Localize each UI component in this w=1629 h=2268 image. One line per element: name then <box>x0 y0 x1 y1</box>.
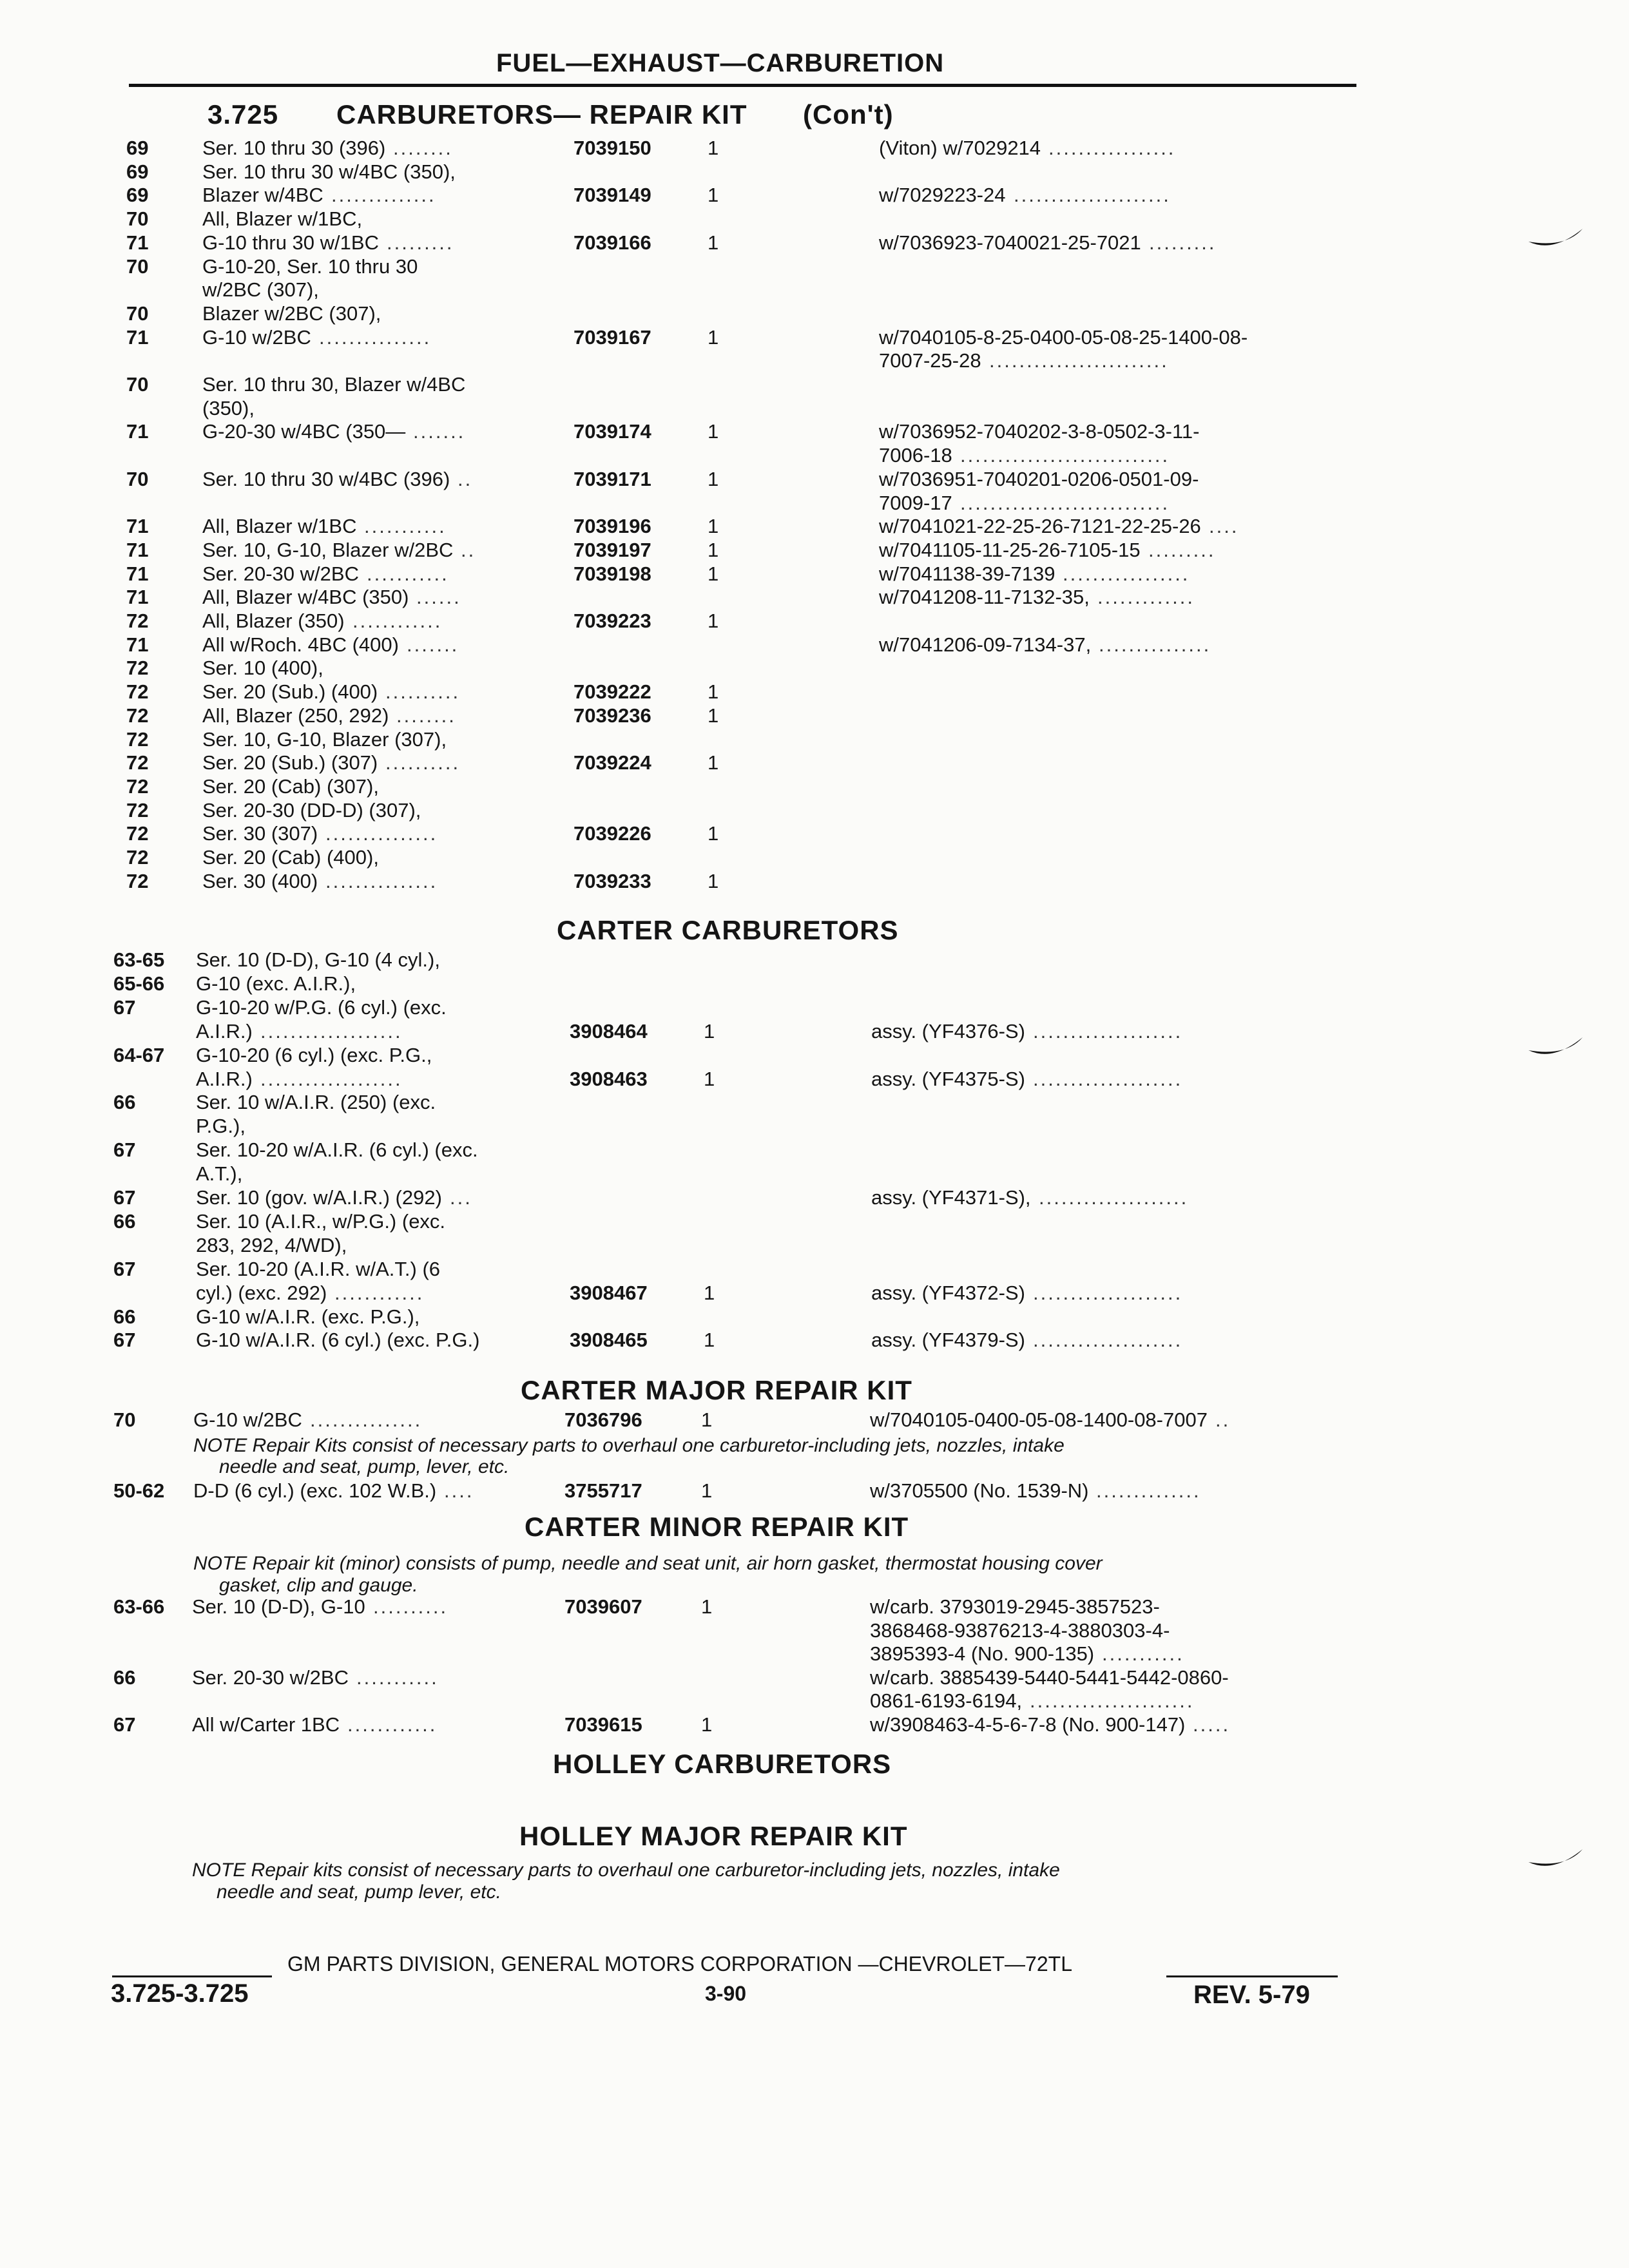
year-cell: 72 <box>126 822 149 845</box>
header-rule <box>129 84 1356 87</box>
leader-dots: ................. <box>1063 562 1190 585</box>
year-cell: 66 <box>113 1666 136 1689</box>
leader-dots: .................... <box>1039 1186 1189 1209</box>
year-cell: 71 <box>126 586 149 609</box>
description-cell: Ser. 20 (Sub.) (307) <box>202 751 378 774</box>
holley-carburetors-heading: HOLLEY CARBURETORS <box>553 1749 892 1779</box>
description-cell: All, Blazer w/4BC (350) <box>202 586 409 609</box>
notes-cell: w/carb. 3793019-2945-3857523- <box>870 1595 1160 1618</box>
leader-dots: .. <box>1215 1408 1231 1431</box>
quantity-cell: 1 <box>708 184 719 207</box>
part-number-cell: 3908463 <box>570 1067 648 1090</box>
binding-mark <box>1527 1031 1585 1063</box>
quantity-cell: 1 <box>701 1713 713 1736</box>
leader-dots: ........... <box>356 1666 439 1689</box>
holley-major-note-1: NOTE Repair kits consist of necessary parts to overhaul one carburetor-including jets, nozzles, intake <box>192 1860 1060 1881</box>
quantity-cell: 1 <box>708 515 719 538</box>
year-cell: 71 <box>126 325 149 349</box>
year-cell: 72 <box>126 798 149 822</box>
leader-dots: .. <box>461 538 476 561</box>
description-cell: Ser. 10 thru 30 (396) <box>202 137 386 159</box>
year-cell: 72 <box>126 610 149 632</box>
part-number-cell: 7039236 <box>574 704 651 727</box>
quantity-cell: 1 <box>708 610 719 632</box>
carter-minor-heading: CARTER MINOR REPAIR KIT <box>525 1512 909 1542</box>
part-number-cell: 7039223 <box>574 610 651 632</box>
notes-cell: assy. (YF4376-S) <box>871 1019 1025 1043</box>
description-cell: Ser. 10 (400), <box>202 657 323 680</box>
description-cell: Ser. 20-30 w/2BC <box>192 1666 349 1689</box>
part-number-cell: 7039607 <box>564 1595 642 1618</box>
part-number-cell: 7039174 <box>574 420 651 443</box>
description-cell: Ser. 20 (Cab) (400), <box>202 846 379 869</box>
part-number-cell: 3908467 <box>570 1281 648 1304</box>
description-cell: All, Blazer (350) <box>202 610 345 632</box>
year-cell: 69 <box>126 184 149 207</box>
notes-cell: w/7040105-8-25-0400-05-08-25-1400-08- <box>879 325 1248 349</box>
description-cell: G-10-20 (6 cyl.) (exc. P.G., <box>196 1043 432 1066</box>
notes-cell: w/7036923-7040021-25-7021 <box>879 231 1141 254</box>
footer-rule-right <box>1166 1975 1338 1977</box>
footer-revision: REV. 5-79 <box>1193 1981 1310 2009</box>
description-cell: G-10 w/A.I.R. (6 cyl.) (exc. P.G.) <box>196 1329 480 1352</box>
notes-cell: assy. (YF4379-S) <box>871 1329 1025 1352</box>
description-cell: Ser. 10 thru 30 w/4BC (350), <box>202 160 456 183</box>
year-cell: 70 <box>113 1408 136 1431</box>
leader-dots: ........... <box>367 562 449 585</box>
year-cell: 64-67 <box>113 1043 165 1066</box>
year-cell: 72 <box>126 846 149 869</box>
leader-dots: ........... <box>364 515 447 538</box>
part-number-cell: 7039166 <box>574 231 651 254</box>
description-cell: w/2BC (307), <box>202 278 319 302</box>
description-cell: All, Blazer (250, 292) <box>202 704 389 727</box>
leader-dots: ...... <box>416 586 461 609</box>
description-cell: All w/Roch. 4BC (400) <box>202 633 399 656</box>
leader-dots: ........ <box>393 137 453 159</box>
leader-dots: ............... <box>319 325 432 349</box>
notes-cell: w/7041206-09-7134-37, <box>879 633 1092 656</box>
year-cell: 66 <box>113 1209 136 1233</box>
notes-cell: w/3908463-4-5-6-7-8 (No. 900-147) <box>870 1713 1186 1736</box>
year-cell: 70 <box>126 373 149 396</box>
description-cell: G-20-30 w/4BC (350— <box>202 420 406 443</box>
description-cell: Ser. 10 thru 30 w/4BC (396) <box>202 467 450 490</box>
description-cell: 283, 292, 4/WD), <box>196 1233 347 1256</box>
part-number-cell: 7039197 <box>574 538 651 561</box>
description-cell: A.I.R.) <box>196 1067 253 1090</box>
year-cell: 72 <box>126 774 149 798</box>
description-cell: Ser. 10 (D-D), G-10 (4 cyl.), <box>196 948 440 971</box>
leader-dots: ................... <box>260 1067 403 1090</box>
description-cell: G-10 w/A.I.R. (exc. P.G.), <box>196 1305 420 1328</box>
description-cell: D-D (6 cyl.) (exc. 102 W.B.) <box>193 1479 437 1502</box>
description-cell: A.I.R.) <box>196 1019 253 1043</box>
description-cell: Blazer w/4BC <box>202 184 323 207</box>
page-title: FUEL—EXHAUST—CARBURETION <box>496 49 945 77</box>
leader-dots: ........ <box>396 704 456 727</box>
leader-dots: ......... <box>1148 538 1216 561</box>
description-cell: Ser. 10 thru 30, Blazer w/4BC <box>202 373 466 396</box>
section-continued: (Con't) <box>803 99 894 130</box>
year-cell: 63-65 <box>113 948 165 971</box>
year-cell: 67 <box>113 1257 136 1280</box>
leader-dots: ..................... <box>1014 184 1171 207</box>
description-cell: Blazer w/2BC (307), <box>202 302 381 325</box>
year-cell: 71 <box>126 633 149 656</box>
quantity-cell: 1 <box>704 1019 715 1043</box>
holley-major-note-2: needle and seat, pump lever, etc. <box>217 1881 501 1903</box>
description-cell: G-10-20, Ser. 10 thru 30 <box>202 255 418 278</box>
notes-cell: w/7041208-11-7132-35, <box>879 586 1090 609</box>
part-number-cell: 7039196 <box>574 515 651 538</box>
year-cell: 72 <box>126 704 149 727</box>
quantity-cell: 1 <box>708 231 719 254</box>
year-cell: 66 <box>113 1305 136 1328</box>
section-number: 3.725 <box>207 99 279 130</box>
notes-cell: 3868468-93876213-4-3880303-4- <box>870 1619 1170 1642</box>
binding-mark <box>1527 222 1585 255</box>
quantity-cell: 1 <box>701 1479 713 1502</box>
year-cell: 72 <box>126 869 149 892</box>
description-cell: G-10 w/2BC <box>202 325 311 349</box>
notes-cell: 7007-25-28 <box>879 349 981 372</box>
year-cell: 69 <box>126 137 149 159</box>
description-cell: Ser. 10-20 w/A.I.R. (6 cyl.) (exc. <box>196 1139 478 1162</box>
notes-cell: 0861-6193-6194, <box>870 1689 1023 1712</box>
notes-cell: w/7041138-39-7139 <box>879 562 1055 585</box>
year-cell: 66 <box>113 1091 136 1114</box>
leader-dots: .................... <box>1033 1329 1183 1352</box>
description-cell: (350), <box>202 396 255 419</box>
year-cell: 70 <box>126 207 149 231</box>
notes-cell: assy. (YF4371-S), <box>871 1186 1031 1209</box>
leader-dots: ........... <box>1102 1642 1184 1665</box>
description-cell: Ser. 10, G-10, Blazer (307), <box>202 727 447 751</box>
leader-dots: ......... <box>387 231 454 254</box>
quantity-cell: 1 <box>708 467 719 490</box>
notes-cell: 7006-18 <box>879 444 952 467</box>
year-cell: 50-62 <box>113 1479 165 1502</box>
leader-dots: .............. <box>1096 1479 1201 1502</box>
year-cell: 71 <box>126 562 149 585</box>
year-cell: 63-66 <box>113 1595 165 1618</box>
description-cell: Ser. 30 (307) <box>202 822 318 845</box>
year-cell: 67 <box>113 995 136 1019</box>
part-number-cell: 7039224 <box>574 751 651 774</box>
leader-dots: .......... <box>385 680 461 704</box>
notes-cell: 3895393-4 (No. 900-135) <box>870 1642 1095 1665</box>
leader-dots: .... <box>444 1479 474 1502</box>
part-number-cell: 7039198 <box>574 562 651 585</box>
year-cell: 67 <box>113 1713 136 1736</box>
quantity-cell: 1 <box>708 562 719 585</box>
notes-cell: w/7029223-24 <box>879 184 1006 207</box>
holley-major-heading: HOLLEY MAJOR REPAIR KIT <box>519 1821 908 1851</box>
description-cell: Ser. 20-30 w/2BC <box>202 562 359 585</box>
part-number-cell: 7039150 <box>574 137 651 159</box>
part-number-cell: 7036796 <box>564 1408 642 1431</box>
year-cell: 65-66 <box>113 972 165 995</box>
carter-carburetors-heading: CARTER CARBURETORS <box>557 915 899 945</box>
notes-cell: w/carb. 3885439-5440-5441-5442-0860- <box>870 1666 1229 1689</box>
year-cell: 71 <box>126 538 149 561</box>
year-cell: 69 <box>126 160 149 183</box>
description-cell: Ser. 30 (400) <box>202 869 318 892</box>
part-number-cell: 7039171 <box>574 467 651 490</box>
description-cell: G-10 thru 30 w/1BC <box>202 231 379 254</box>
leader-dots: ............... <box>325 822 438 845</box>
part-number-cell: 7039233 <box>574 869 651 892</box>
carter-major-note-2: needle and seat, pump, lever, etc. <box>219 1456 510 1477</box>
quantity-cell: 1 <box>704 1329 715 1352</box>
quantity-cell: 1 <box>708 751 719 774</box>
leader-dots: .............. <box>331 184 436 207</box>
leader-dots: ............ <box>352 610 443 632</box>
description-cell: G-10 (exc. A.I.R.), <box>196 972 356 995</box>
leader-dots: .................... <box>1033 1067 1183 1090</box>
notes-cell: w/7041105-11-25-26-7105-15 <box>879 538 1141 561</box>
quantity-cell: 1 <box>708 420 719 443</box>
leader-dots: ............... <box>325 869 438 892</box>
description-cell: Ser. 10, G-10, Blazer w/2BC <box>202 538 454 561</box>
quantity-cell: 1 <box>708 869 719 892</box>
leader-dots: ............ <box>334 1281 425 1304</box>
quantity-cell: 1 <box>708 538 719 561</box>
description-cell: cyl.) (exc. 292) <box>196 1281 327 1304</box>
part-number-cell: 7039149 <box>574 184 651 207</box>
leader-dots: ............. <box>1097 586 1195 609</box>
leader-dots: ....... <box>413 420 466 443</box>
part-number-cell: 7039167 <box>574 325 651 349</box>
leader-dots: ........................ <box>989 349 1169 372</box>
description-cell: Ser. 10-20 (A.I.R. w/A.T.) (6 <box>196 1257 441 1280</box>
leader-dots: ................. <box>1048 137 1176 159</box>
leader-dots: ....... <box>407 633 459 656</box>
year-cell: 67 <box>113 1186 136 1209</box>
quantity-cell: 1 <box>704 1281 715 1304</box>
quantity-cell: 1 <box>708 704 719 727</box>
description-cell: Ser. 10 (D-D), G-10 <box>192 1595 365 1618</box>
year-cell: 71 <box>126 420 149 443</box>
quantity-cell: 1 <box>708 822 719 845</box>
notes-cell: 7009-17 <box>879 491 952 514</box>
year-cell: 67 <box>113 1139 136 1162</box>
notes-cell: w/3705500 (No. 1539-N) <box>870 1479 1089 1502</box>
description-cell: Ser. 20-30 (DD-D) (307), <box>202 798 421 822</box>
notes-cell: w/7036952-7040202-3-8-0502-3-11- <box>879 420 1200 443</box>
year-cell: 70 <box>126 302 149 325</box>
leader-dots: .. <box>458 467 473 490</box>
notes-cell: w/7040105-0400-05-08-1400-08-7007 <box>870 1408 1208 1431</box>
description-cell: Ser. 10 w/A.I.R. (250) (exc. <box>196 1091 436 1114</box>
carter-major-note-1: NOTE Repair Kits consist of necessary parts to overhaul one carburetor-including jets, nozzles, intake <box>193 1435 1065 1456</box>
quantity-cell: 1 <box>704 1067 715 1090</box>
leader-dots: .......... <box>373 1595 448 1618</box>
description-cell: P.G.), <box>196 1115 246 1138</box>
notes-cell: assy. (YF4375-S) <box>871 1067 1025 1090</box>
description-cell: All, Blazer w/1BC <box>202 515 357 538</box>
year-cell: 72 <box>126 657 149 680</box>
leader-dots: ............ <box>347 1713 438 1736</box>
part-number-cell: 3908464 <box>570 1019 648 1043</box>
part-number-cell: 3908465 <box>570 1329 648 1352</box>
footer-rule-left <box>112 1975 272 1977</box>
year-cell: 72 <box>126 727 149 751</box>
leader-dots: .......... <box>385 751 461 774</box>
part-number-cell: 3755717 <box>564 1479 642 1502</box>
leader-dots: .... <box>1209 515 1239 538</box>
year-cell: 70 <box>126 467 149 490</box>
carter-minor-note-1: NOTE Repair kit (minor) consists of pump, needle and seat unit, air horn gasket, thermostat housing cover <box>193 1553 1103 1574</box>
quantity-cell: 1 <box>701 1595 713 1618</box>
leader-dots: ............................ <box>960 491 1170 514</box>
section-title: CARBURETORS— REPAIR KIT <box>336 99 747 130</box>
part-number-cell: 7039615 <box>564 1713 642 1736</box>
description-cell: A.T.), <box>196 1162 243 1186</box>
year-cell: 71 <box>126 515 149 538</box>
year-cell: 72 <box>126 680 149 704</box>
year-cell: 67 <box>113 1329 136 1352</box>
description-cell: Ser. 20 (Cab) (307), <box>202 774 379 798</box>
description-cell: G-10-20 w/P.G. (6 cyl.) (exc. <box>196 995 447 1019</box>
leader-dots: .................... <box>1033 1019 1183 1043</box>
leader-dots: ..... <box>1193 1713 1231 1736</box>
leader-dots: ............................ <box>960 444 1170 467</box>
description-cell: G-10 w/2BC <box>193 1408 302 1431</box>
notes-cell: (Viton) w/7029214 <box>879 137 1041 159</box>
footer-page-number: 3-90 <box>705 1982 747 2005</box>
description-cell: Ser. 10 (A.I.R., w/P.G.) (exc. <box>196 1209 446 1233</box>
year-cell: 72 <box>126 751 149 774</box>
quantity-cell: 1 <box>708 325 719 349</box>
leader-dots: .................... <box>1033 1281 1183 1304</box>
notes-cell: w/7036951-7040201-0206-0501-09- <box>879 467 1199 490</box>
quantity-cell: 1 <box>701 1408 713 1431</box>
part-number-cell: 7039222 <box>574 680 651 704</box>
leader-dots: ................... <box>260 1019 403 1043</box>
carter-major-heading: CARTER MAJOR REPAIR KIT <box>521 1375 912 1405</box>
binding-mark <box>1527 1843 1585 1875</box>
description-cell: All w/Carter 1BC <box>192 1713 340 1736</box>
carter-minor-note-2: gasket, clip and gauge. <box>219 1575 418 1596</box>
footer-publisher: GM PARTS DIVISION, GENERAL MOTORS CORPORATION —CHEVROLET—72TL <box>287 1952 1072 1975</box>
year-cell: 70 <box>126 255 149 278</box>
notes-cell: w/7041021-22-25-26-7121-22-25-26 <box>879 515 1201 538</box>
description-cell: Ser. 20 (Sub.) (400) <box>202 680 378 704</box>
leader-dots: ............... <box>1099 633 1211 656</box>
footer-section-range: 3.725-3.725 <box>111 1979 249 2008</box>
part-number-cell: 7039226 <box>574 822 651 845</box>
description-cell: Ser. 10 (gov. w/A.I.R.) (292) <box>196 1186 442 1209</box>
year-cell: 71 <box>126 231 149 254</box>
leader-dots: ... <box>450 1186 472 1209</box>
description-cell: All, Blazer w/1BC, <box>202 207 363 231</box>
leader-dots: ......... <box>1149 231 1217 254</box>
notes-cell: assy. (YF4372-S) <box>871 1281 1025 1304</box>
quantity-cell: 1 <box>708 680 719 704</box>
quantity-cell: 1 <box>708 137 719 159</box>
leader-dots: ...................... <box>1030 1689 1195 1712</box>
leader-dots: ............... <box>310 1408 423 1431</box>
